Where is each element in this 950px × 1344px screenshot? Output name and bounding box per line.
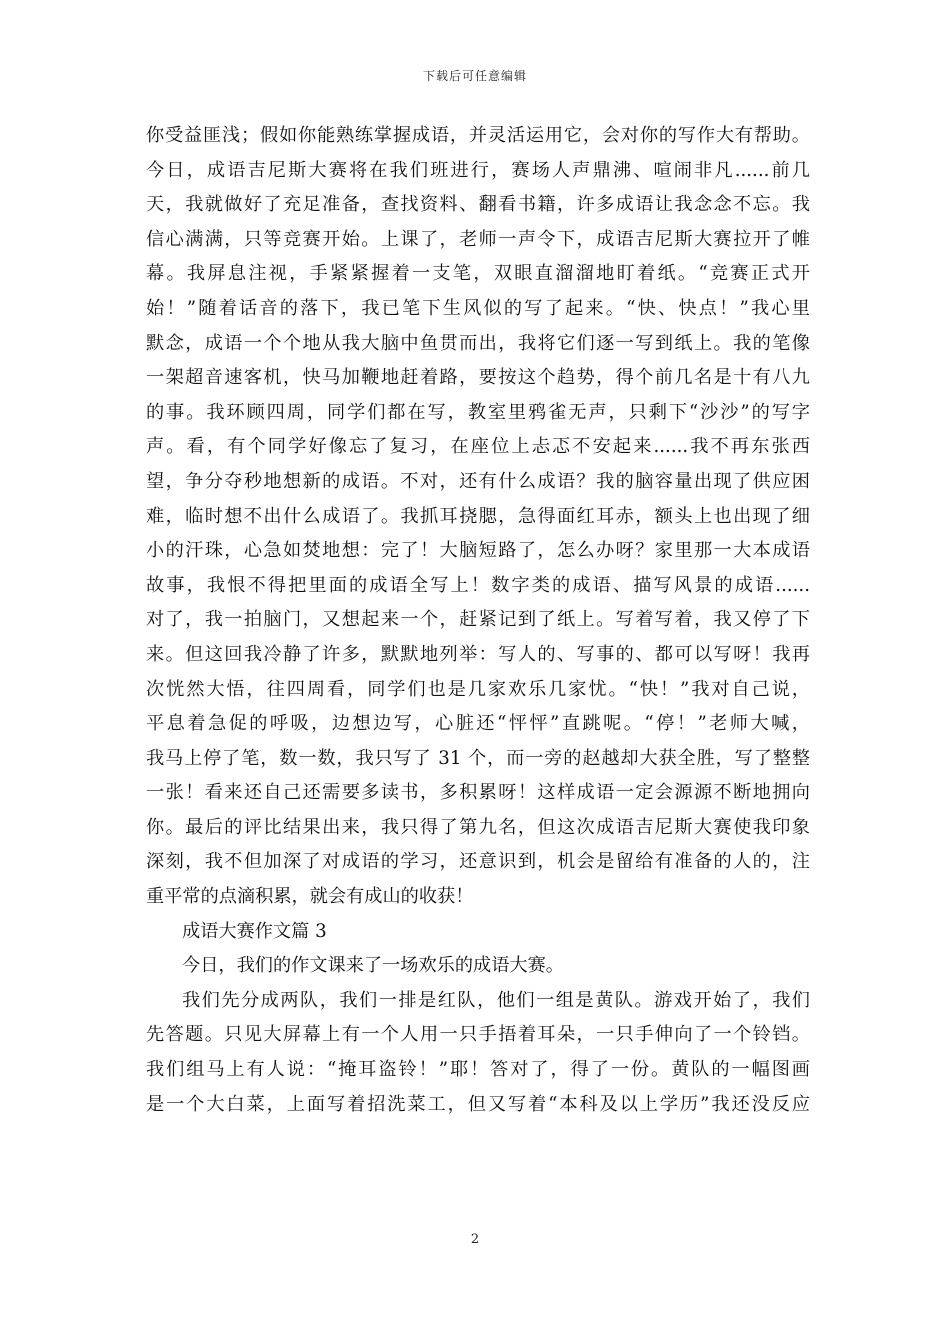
document-body bbox=[146, 119, 810, 1122]
text-line: 天，我就做好了充足准备，查找资料、翻看书籍，许多成语让我念念不忘。我 bbox=[146, 194, 810, 216]
text-line: 的事。我环顾四周，同学们都在写，教室里鸦雀无声，只剩下“沙沙”的写字 bbox=[146, 401, 810, 423]
page-number: 2 bbox=[470, 1232, 480, 1247]
text-line: 来。但这回我冷静了许多，默默地列举：写人的、写事的、都可以写呀！我再 bbox=[146, 643, 810, 665]
text-line: 是一个大白菜，上面写着招洗菜工，但又写着“本科及以上学历”我还没反应 bbox=[146, 1093, 810, 1115]
text-line: 我马上停了笔，数一数，我只写了 31 个，而一旁的赵越却大获全胜，写了整整 bbox=[146, 747, 810, 769]
text-line: 你受益匪浅；假如你能熟练掌握成语，并灵活运用它，会对你的写作大有帮助。 bbox=[146, 125, 810, 146]
text-line: 始！”随着话音的落下，我已笔下生风似的写了起来。“快、快点！”我心里 bbox=[146, 297, 810, 319]
text-line: 默念，成语一个个地从我大脑中鱼贯而出，我将它们逐一写到纸上。我的笔像 bbox=[146, 332, 810, 354]
text-line: 平息着急促的呼吸，边想边写，心脏还“怦怦”直跳呢。“停！”老师大喊， bbox=[146, 713, 810, 735]
paragraph-first-line: 我们先分成两队，我们一排是红队，他们一组是黄队。游戏开始了，我们 bbox=[182, 989, 810, 1011]
text-line: 声。看，有个同学好像忘了复习，在座位上忐忑不安起来......我不再东张西 bbox=[146, 436, 810, 458]
paragraph-first-line: 今日，我们的作文课来了一场欢乐的成语大赛。 bbox=[182, 955, 564, 977]
text-line: 小的汗珠，心急如焚地想：完了！大脑短路了，怎么办呀？家里那一大本成语 bbox=[146, 540, 810, 562]
text-line: 你。最后的评比结果出来，我只得了第九名，但这次成语吉尼斯大赛使我印象 bbox=[146, 816, 810, 838]
text-line: 难，临时想不出什么成语了。我抓耳挠腮，急得面红耳赤，额头上也出现了细 bbox=[146, 505, 810, 527]
text-line: 望，争分夺秒地想新的成语。不对，还有什么成语？我的脑容量出现了供应困 bbox=[146, 470, 810, 492]
text-line: 一张！看来还自己还需要多读书，多积累呀！这样成语一定会源源不断地拥向 bbox=[146, 782, 810, 804]
text-line: 幕。我屏息注视，手紧紧握着一支笔，双眼直溜溜地盯着纸。“竞赛正式开 bbox=[146, 263, 810, 285]
text-line: 重平常的点滴积累，就会有成山的收获！ bbox=[146, 886, 474, 908]
text-line: 深刻，我不但加深了对成语的学习，还意识到，机会是留给有准备的人的，注 bbox=[146, 851, 810, 873]
text-line: 故事，我恨不得把里面的成语全写上！数字类的成语、描写风景的成语...... bbox=[146, 574, 810, 596]
text-line: 先答题。只见大屏幕上有一个人用一只手捂着耳朵，一只手伸向了一个铃铛。 bbox=[146, 1024, 810, 1046]
section-heading: 成语大赛作文篇 3 bbox=[182, 920, 327, 942]
page-header: 下载后可任意编辑 bbox=[422, 69, 527, 83]
text-line: 信心满满，只等竞赛开始。上课了，老师一声令下，成语吉尼斯大赛拉开了帷 bbox=[146, 228, 810, 250]
text-line: 一架超音速客机，快马加鞭地赶着路，要按这个趋势，得个前几名是十有八九 bbox=[146, 367, 810, 389]
text-line: 我们组马上有人说：“掩耳盗铃！”耶！答对了，得了一份。黄队的一幅图画 bbox=[146, 1059, 810, 1081]
text-line: 对了，我一拍脑门，又想起来一个，赶紧记到了纸上。写着写着，我又停了下 bbox=[146, 609, 810, 631]
text-line: 次恍然大悟，往四周看，同学们也是几家欢乐几家忧。“快！”我对自己说， bbox=[146, 678, 810, 700]
text-line: 今日，成语吉尼斯大赛将在我们班进行，赛场人声鼎沸、喧闹非凡......前几 bbox=[146, 159, 810, 181]
